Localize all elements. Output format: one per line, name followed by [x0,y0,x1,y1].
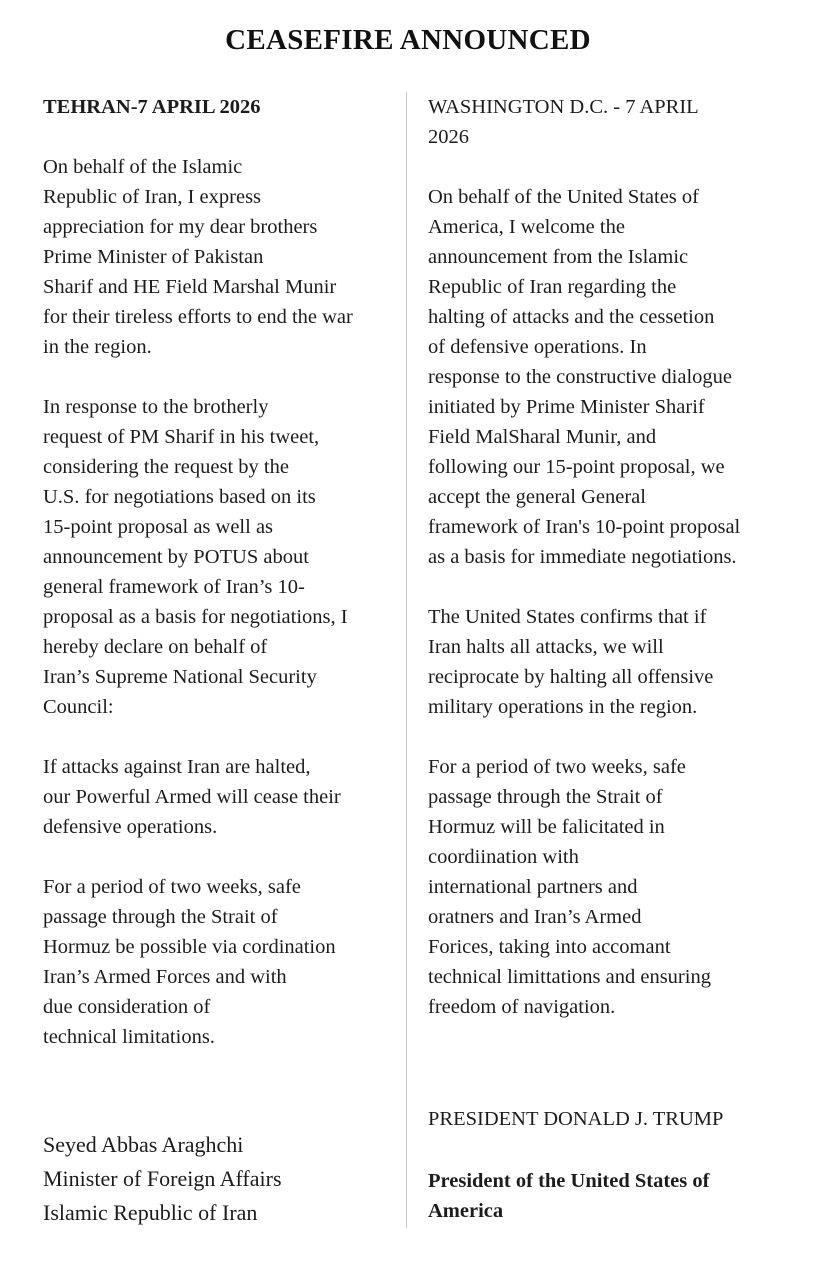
text-line: Hormuz will be falicitated in [428,816,665,838]
text-line: announcement from the Islamic [428,246,689,268]
iran-paragraph-2 [43,392,348,722]
text-line: passage through the Strait of [43,906,278,928]
text-line: due consideration of [43,996,211,1018]
signatory-title: Minister of Foreign Affairs [43,1166,282,1191]
text-line: Council: [43,696,114,718]
iran-dateline: TEHRAN-7 APRIL 2026 [43,96,261,118]
iran-paragraph-3 [43,752,341,842]
text-line: hereby declare on behalf of [43,636,268,658]
iran-signature-block [43,1128,282,1230]
text-line: U.S. for negotiations based on its [43,486,316,508]
us-dateline [428,92,699,152]
signatory-country: Islamic Republic of Iran [43,1200,258,1225]
text-line: Prime Minister of Pakistan [43,246,264,268]
iran-paragraph-4 [43,872,336,1052]
us-signatory-title [428,1166,709,1226]
us-paragraph-2 [428,602,713,722]
text-line: Field MalSharal Munir, and [428,426,657,448]
text-line: for their tireless efforts to end the war [43,306,353,328]
text-line: 2026 [428,126,469,148]
text-line: general framework of Iran’s 10- [43,576,305,598]
text-line: coordiination with [428,846,579,868]
text-line: passage through the Strait of [428,786,663,808]
text-line: accept the general General [428,486,646,508]
text-line: Iran’s Supreme National Security [43,666,317,688]
text-line: proposal as a basis for negotiations, I [43,606,348,628]
text-line: Iran halts all attacks, we will [428,636,664,658]
text-line: request of PM Sharif in his tweet, [43,426,320,448]
text-line: halting of attacks and the cessetion [428,306,715,328]
text-line: oratners and Iran’s Armed [428,906,642,928]
text-line: For a period of two weeks, safe [43,876,301,898]
text-line: America, I welcome the [428,216,625,238]
text-line: Forices, taking into accomant [428,936,671,958]
text-line: defensive operations. [43,816,218,838]
text-line: response to the constructive dialogue [428,366,732,388]
text-line: initiated by Prime Minister Sharif [428,396,705,418]
text-line: On behalf of the Islamic [43,156,243,178]
signatory-name: Seyed Abbas Araghchi [43,1132,244,1157]
text-line: Iran’s Armed Forces and with [43,966,287,988]
iran-paragraph-1 [43,152,353,362]
text-line: Republic of Iran regarding the [428,276,677,298]
text-line: The United States confirms that if [428,606,707,628]
text-line: of defensive operations. In [428,336,647,358]
document-title: CEASEFIRE ANNOUNCED [225,24,591,56]
text-line: technical limitations. [43,1026,215,1048]
column-divider [406,92,407,1228]
us-signatory-name: PRESIDENT DONALD J. TRUMP [428,1108,724,1130]
text-line: Hormuz be possible via cordination [43,936,336,958]
text-line: appreciation for my dear brothers [43,216,318,238]
text-line: following our 15-point proposal, we [428,456,725,478]
text-line: freedom of navigation. [428,996,616,1018]
text-line: 15-point proposal as well as [43,516,274,538]
text-line: reciprocate by halting all offensive [428,666,714,688]
text-line: technical limittations and ensuring [428,966,711,988]
text-line: America [428,1200,504,1222]
text-line: our Powerful Armed will cease their [43,786,341,808]
text-line: international partners and [428,876,638,898]
text-line: WASHINGTON D.C. - 7 APRIL [428,96,699,118]
text-line: framework of Iran's 10-point proposal [428,516,741,538]
text-line: announcement by POTUS about [43,546,309,568]
us-paragraph-3 [428,752,711,1022]
text-line: as a basis for immediate negotiations. [428,546,737,568]
text-line: On behalf of the United States of [428,186,699,208]
text-line: in the region. [43,336,152,358]
text-line: In response to the brotherly [43,396,269,418]
text-line: Sharif and HE Field Marshal Munir [43,276,337,298]
text-line: If attacks against Iran are halted, [43,756,311,778]
text-line: military operations in the region. [428,696,698,718]
text-line: considering the request by the [43,456,289,478]
text-line: Republic of Iran, I express [43,186,262,208]
text-line: For a period of two weeks, safe [428,756,686,778]
text-line: President of the United States of [428,1170,710,1192]
us-paragraph-1 [428,182,740,572]
